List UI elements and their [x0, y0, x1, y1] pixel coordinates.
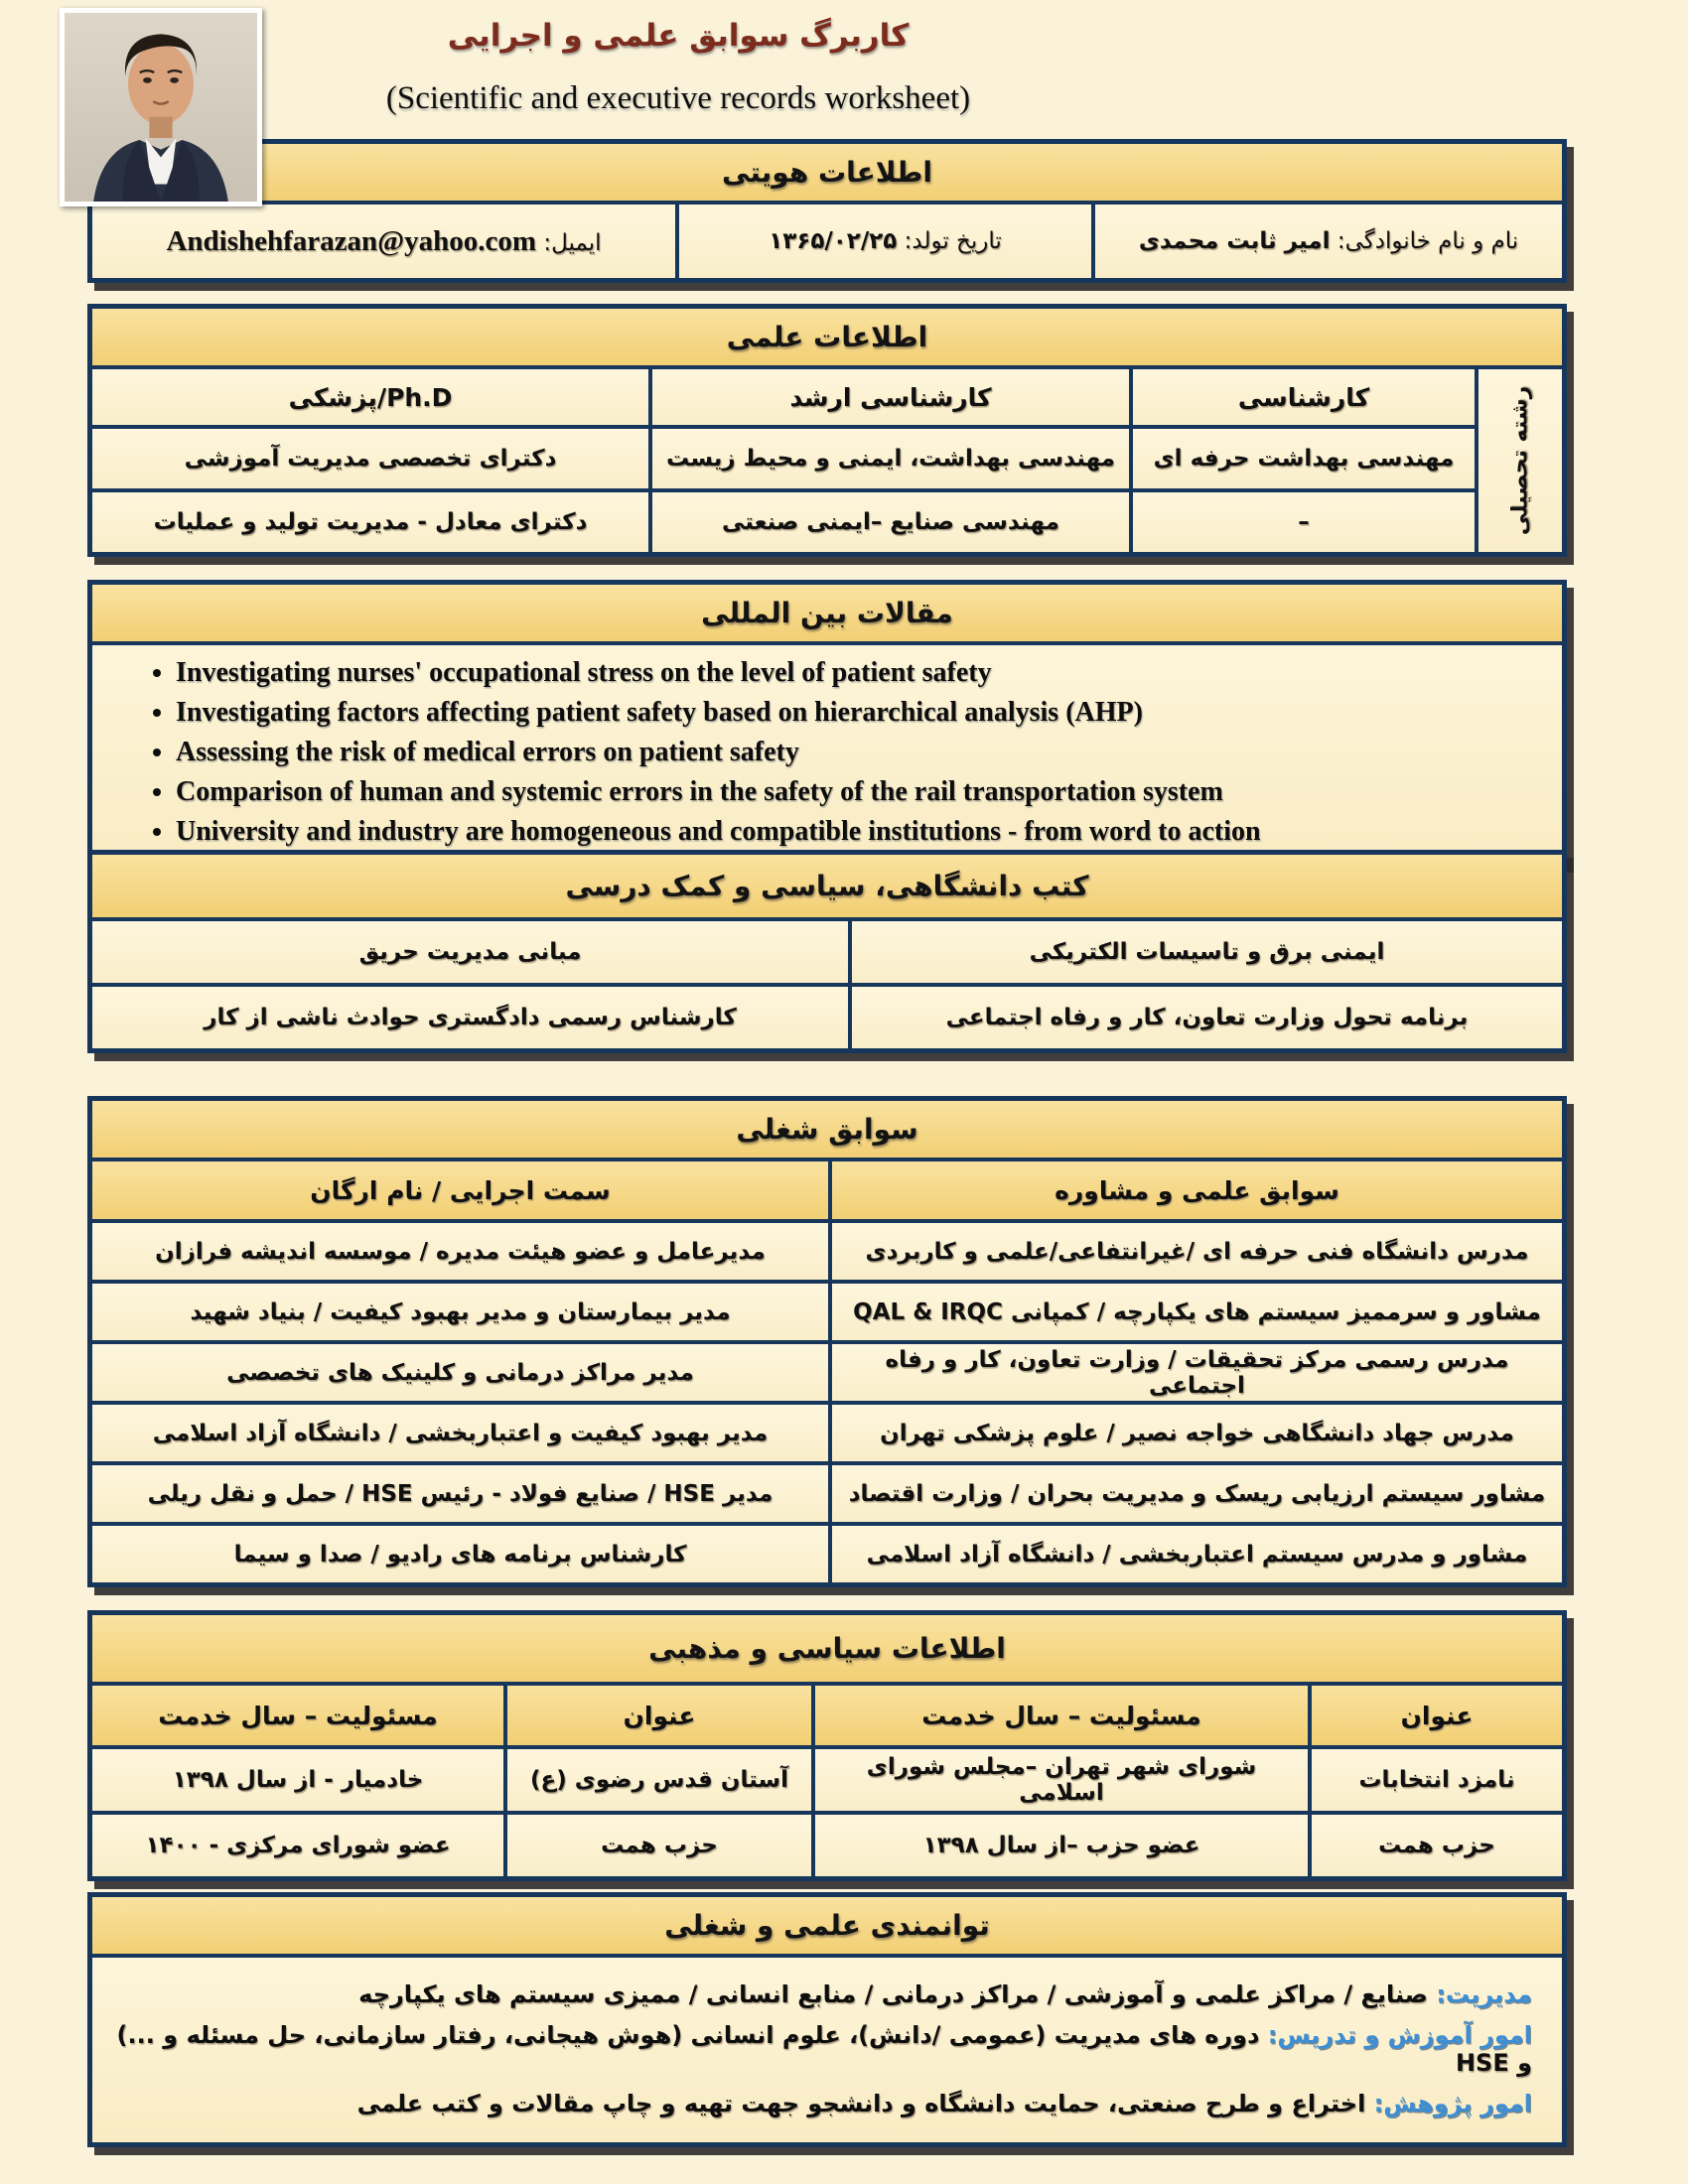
- book-cell: مبانی مدیریت حریق: [92, 921, 848, 983]
- section-political: [87, 1610, 1567, 1881]
- political-resp1-1: عضو حزب –از سال ۱۳۹۸: [815, 1815, 1308, 1876]
- job-advisory-3: مدرس جهاد دانشگاهی خواجه نصیر / علوم پزشکی تهران: [832, 1405, 1562, 1461]
- page-header: [87, 18, 1269, 117]
- identity-table: [92, 205, 1562, 278]
- book-cell: برنامه تحول وزارت تعاون، کار و رفاه اجتماعی: [852, 987, 1562, 1048]
- section-jobs: [87, 1096, 1567, 1587]
- job-executive-1: مدیر بیمارستان و مدیر بهبود کیفیت / بنیاد شهید: [92, 1284, 828, 1340]
- job-advisory-1: مشاور و سرممیز سیستم های یکپارچه / کمپانی QAL & IRQC: [832, 1284, 1562, 1340]
- article-item: • Assessing the risk of medical errors on patient safety: [176, 733, 1536, 772]
- education-bachelor-0: مهندسی بهداشت حرفه ای: [1133, 429, 1475, 488]
- political-section-header: اطلاعات سیاسی و مذهبی: [92, 1615, 1562, 1682]
- articles-list: [132, 653, 1536, 852]
- email-label: ایمیل:: [536, 229, 602, 256]
- political-resp2-1: عضو شورای مرکزی - ۱۴۰۰: [92, 1815, 503, 1876]
- section-identity: [87, 139, 1567, 283]
- section-books: [87, 850, 1567, 1053]
- skills-label-teaching: امور آموزش و تدریس:: [1267, 2021, 1532, 2049]
- job-advisory-5: مشاور و مدرس سیستم اعتباربخشی / دانشگاه آزاد اسلامی: [832, 1526, 1562, 1582]
- political-table: [92, 1686, 1562, 1876]
- jobs-col-advisory: سوابق علمی و مشاوره: [832, 1161, 1562, 1219]
- skills-text-research: اختراع و طرح صنعتی، حمایت دانشگاه و دانشجو جهت تهیه و چاپ مقالات و کتب علمی: [356, 2090, 1374, 2117]
- education-phd-1: دکترای معادل - مدیریت تولید و عملیات: [92, 492, 648, 552]
- article-item: • Comparison of human and systemic errors in the safety of the rail transportation system: [176, 772, 1536, 812]
- articles-section-header: مقالات بین المللی: [92, 585, 1562, 641]
- article-item: • Investigating factors affecting patient safety based on hierarchical analysis (AHP): [176, 693, 1536, 733]
- skills-section-header: توانمندی علمی و شغلی: [92, 1897, 1562, 1954]
- job-executive-5: کارشناس برنامه های رادیو / صدا و سیما: [92, 1526, 828, 1582]
- birthdate-cell: [679, 205, 1091, 278]
- fullname-cell: [1095, 205, 1562, 278]
- job-executive-2: مدیر مراکز درمانی و کلینیک های تخصصی: [92, 1344, 828, 1401]
- education-phd-0: دکترای تخصصی مدیریت آموزشی: [92, 429, 648, 488]
- job-executive-4: مدیر HSE / صنایع فولاد - رئیس HSE / حمل و نقل ریلی: [92, 1465, 828, 1522]
- skills-body: [92, 1958, 1562, 2142]
- skills-line-research: [110, 2090, 1532, 2117]
- job-executive-3: مدیر بهبود کیفیت و اعتباربخشی / دانشگاه آزاد اسلامی: [92, 1405, 828, 1461]
- page-subtitle: (Scientific and executive records worksheet): [385, 80, 971, 116]
- section-skills: [87, 1892, 1567, 2147]
- skills-text-teaching: دوره های مدیریت (عمومی /دانش)، علوم انسانی (هوش هیجانی، رفتار سازمانی، حل مسئله و ...) و HSE: [116, 2021, 1532, 2077]
- education-field-cell: [1478, 369, 1562, 552]
- skills-text-management: صنایع / مراکز علمی و آموزشی / مراکز درمانی / منابع انسانی / ممیزی سیستم های یکپارچه: [358, 1980, 1437, 2008]
- email-cell: [92, 205, 675, 278]
- articles-list-body: [92, 645, 1562, 860]
- birthdate-value: ۱۳۶۵/۰۲/۲۵: [769, 228, 898, 254]
- political-title2-1: حزب همت: [507, 1815, 811, 1876]
- job-advisory-0: مدرس دانشگاه فنی حرفه ای /غیرانتفاعی/علمی و کاربردی: [832, 1223, 1562, 1280]
- education-col-bachelor: کارشناسی: [1133, 369, 1475, 425]
- education-col-master: کارشناسی ارشد: [652, 369, 1129, 425]
- page-title: کاربرگ سوابق علمی و اجرایی: [447, 18, 910, 54]
- birthdate-label: تاریخ تولد:: [897, 228, 1002, 254]
- book-cell: کارشناس رسمی دادگستری حوادث ناشی از کار: [92, 987, 848, 1048]
- job-advisory-2: مدرس رسمی مرکز تحقیقات / وزارت تعاون، کار و رفاه اجتماعی: [832, 1344, 1562, 1401]
- education-table: [92, 369, 1562, 552]
- education-bachelor-1: –: [1133, 492, 1475, 552]
- fullname-value: امیر ثابت محمدی: [1138, 228, 1331, 254]
- political-col-resp-2: مسئولیت – سال خدمت: [92, 1686, 503, 1745]
- education-section-header: اطلاعات علمی: [92, 309, 1562, 365]
- political-title1-1: حزب همت: [1312, 1815, 1562, 1876]
- education-col-phd: Ph.D/پزشکی: [92, 369, 648, 425]
- article-item: • University and industry are homogeneous and compatible institutions - from word to action: [176, 812, 1536, 852]
- books-table: [92, 921, 1562, 1048]
- article-item: • Investigating nurses' occupational stress on the level of patient safety: [176, 653, 1536, 693]
- political-title2-0: آستان قدس رضوی (ع): [507, 1749, 811, 1811]
- job-advisory-4: مشاور سیستم ارزیابی ریسک و مدیریت بحران / وزارت اقتصاد: [832, 1465, 1562, 1522]
- jobs-table: [92, 1161, 1562, 1582]
- skills-line-teaching: [110, 2021, 1532, 2077]
- political-col-title-1: عنوان: [1312, 1686, 1562, 1745]
- profile-photo: [60, 8, 262, 206]
- section-education: [87, 304, 1567, 557]
- job-executive-0: مدیرعامل و عضو هیئت مدیره / موسسه اندیشه فرازان: [92, 1223, 828, 1280]
- identity-section-header: اطلاعات هویتی: [92, 144, 1562, 201]
- political-col-resp-1: مسئولیت – سال خدمت: [815, 1686, 1308, 1745]
- political-title1-0: نامزد انتخابات: [1312, 1749, 1562, 1811]
- books-section-header: کتب دانشگاهی، سیاسی و کمک درسی: [92, 855, 1562, 917]
- political-col-title-2: عنوان: [507, 1686, 811, 1745]
- book-cell: ایمنی برق و تاسیسات الکتریکی: [852, 921, 1562, 983]
- jobs-section-header: سوابق شغلی: [92, 1101, 1562, 1158]
- education-master-1: مهندسی صنایع –ایمنی صنعتی: [652, 492, 1129, 552]
- skills-line-management: [110, 1980, 1532, 2008]
- jobs-col-executive: سمت اجرایی / نام ارگان: [92, 1161, 828, 1219]
- skills-label-management: مدیریت:: [1436, 1980, 1532, 2008]
- education-field-label: رشته تحصیلی: [1507, 385, 1533, 536]
- fullname-label: نام و نام خانوادگی:: [1330, 228, 1519, 254]
- political-resp2-0: خادمیار - از سال ۱۳۹۸: [92, 1749, 503, 1811]
- portrait-illustration: [65, 13, 257, 202]
- education-master-0: مهندسی بهداشت، ایمنی و محیط زیست: [652, 429, 1129, 488]
- email-value: Andishehfarazan@yahoo.com: [166, 224, 537, 257]
- skills-label-research: امور پژوهش:: [1373, 2090, 1532, 2117]
- section-articles: [87, 580, 1567, 865]
- political-resp1-0: شورای شهر تهران –مجلس شورای اسلامی: [815, 1749, 1308, 1811]
